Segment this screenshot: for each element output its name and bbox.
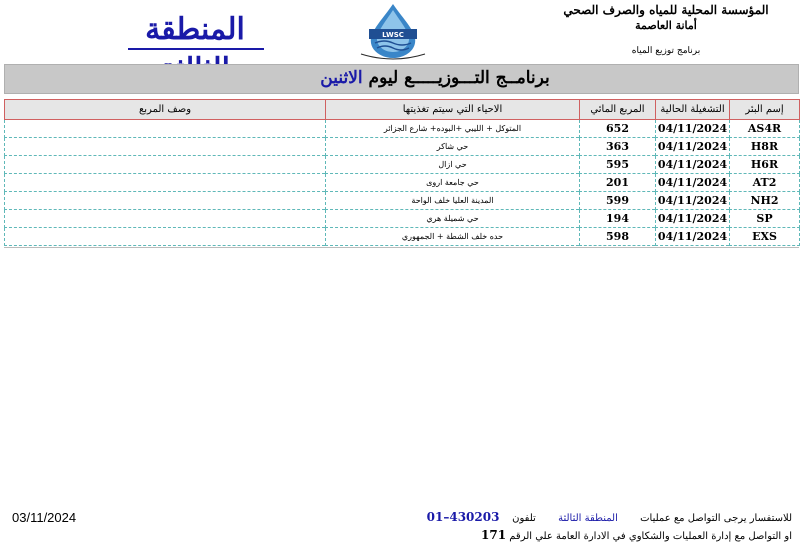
table-row (5, 138, 800, 156)
organization-header (546, 2, 786, 58)
col-header-operation-status: التشغيلة الحالية (656, 100, 730, 120)
banner-title (265, 68, 605, 88)
table-row (5, 210, 800, 228)
table-row (5, 156, 800, 174)
cell-desc (5, 228, 326, 246)
cell-date: 04/11/2024 (656, 192, 730, 210)
cell-desc (5, 156, 326, 174)
cell-areas: المدينة العليا خلف الواحة (326, 192, 580, 210)
svg-text:LWSC: LWSC (382, 31, 404, 39)
cell-desc (5, 120, 326, 138)
distribution-table (4, 99, 800, 246)
cell-square: 595 (580, 156, 656, 174)
cell-square: 598 (580, 228, 656, 246)
footer-alt-contact-text: او التواصل مع إدارة العمليات والشكاوي في الادارة العامة علي الرقم (509, 531, 792, 542)
footer-contact-line (362, 510, 792, 526)
cell-areas: حي جامعة اروى (326, 174, 580, 192)
table-row (5, 174, 800, 192)
cell-areas: حي شاكر (326, 138, 580, 156)
banner-day-prefix: ليوم (368, 68, 399, 88)
banner-program-label: برنامــج التـــوزيـــــع (404, 68, 550, 88)
col-header-square-number: المربع المائي (580, 100, 656, 120)
cell-square: 194 (580, 210, 656, 228)
cell-square: 599 (580, 192, 656, 210)
col-header-areas: الاحياء التي سيتم تغذيتها (326, 100, 580, 120)
cell-date: 04/11/2024 (656, 138, 730, 156)
water-drop-logo-icon (355, 2, 431, 60)
cell-date: 04/11/2024 (656, 156, 730, 174)
footer-date: 03/11/2024 (12, 510, 77, 525)
cell-areas: حي شميلة هري (326, 210, 580, 228)
cell-date: 04/11/2024 (656, 210, 730, 228)
cell-well: AS4R (730, 120, 800, 138)
cell-areas: المتوكل + الليبي +البوده+ شارع الجزائر (326, 120, 580, 138)
cell-desc (5, 210, 326, 228)
cell-square: 652 (580, 120, 656, 138)
footer-region-name: المنطقة الثالثة (558, 513, 618, 524)
banner-day-name: الاثنين (320, 68, 363, 88)
region-title-underline (128, 48, 264, 50)
cell-well: SP (730, 210, 800, 228)
table-row (5, 120, 800, 138)
cell-desc (5, 192, 326, 210)
col-header-square-desc: وصف المربع (5, 100, 326, 120)
cell-date: 04/11/2024 (656, 228, 730, 246)
footer-phone-label: تلفون (512, 513, 536, 524)
region-title: المنطقة (145, 12, 245, 47)
cell-well: H6R (730, 156, 800, 174)
cell-well: H8R (730, 138, 800, 156)
table-bottom-divider (4, 247, 799, 248)
org-branch: أمانة العاصمة (635, 19, 697, 32)
cell-areas: حده خلف الشطة + الجمهوري (326, 228, 580, 246)
footer-alt-contact-line (400, 528, 792, 544)
cell-desc (5, 138, 326, 156)
table-row (5, 192, 800, 210)
cell-areas: حي ازال (326, 156, 580, 174)
org-name: المؤسسة المحلية للمياه والصرف الصحي (563, 3, 769, 17)
cell-date: 04/11/2024 (656, 120, 730, 138)
footer-alt-contact-number: 171 (481, 528, 507, 542)
schedule-banner (4, 64, 799, 94)
table-header-row (5, 100, 800, 120)
cell-well: NH2 (730, 192, 800, 210)
footer-phone-number: 430203–01 (426, 510, 500, 524)
cell-well: EXS (730, 228, 800, 246)
org-program: برنامج توزيع المياه (631, 46, 701, 56)
cell-square: 201 (580, 174, 656, 192)
table-row (5, 228, 800, 246)
cell-date: 04/11/2024 (656, 174, 730, 192)
cell-well: AT2 (730, 174, 800, 192)
col-header-well-name: إسم البئر (730, 100, 800, 120)
footer-contact-text: للاستفسار يرجى التواصل مع عمليات (640, 513, 792, 524)
cell-desc (5, 174, 326, 192)
cell-square: 363 (580, 138, 656, 156)
